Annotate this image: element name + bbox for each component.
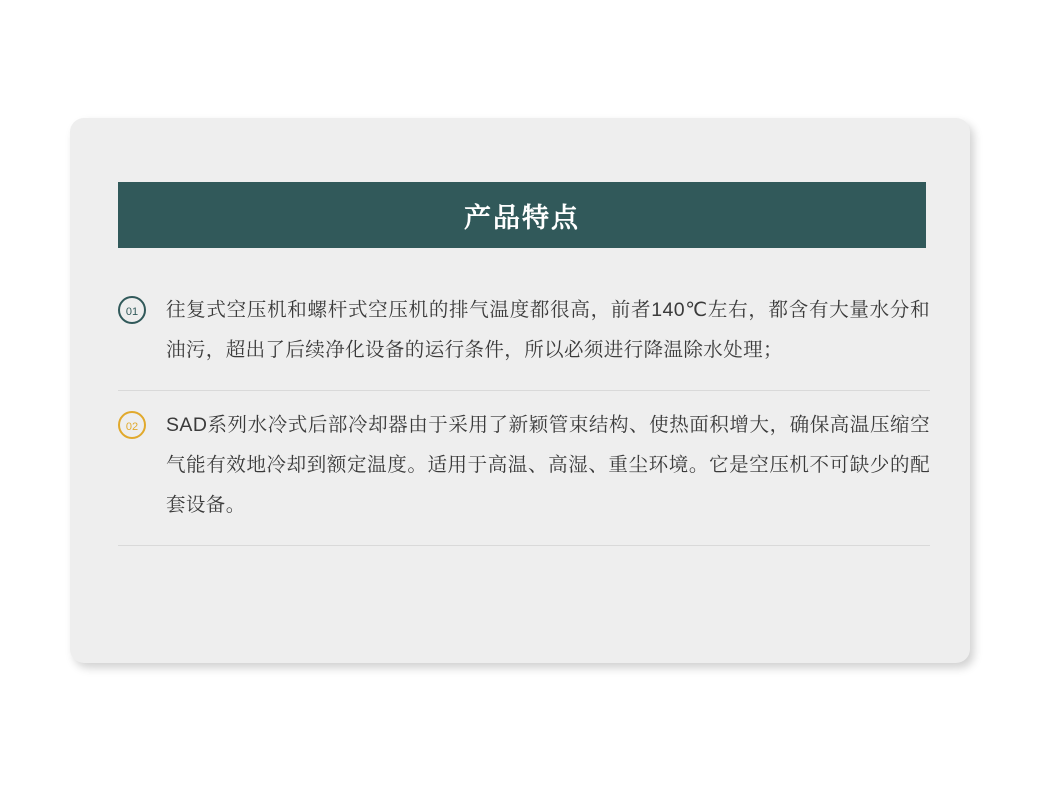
list-item	[118, 391, 930, 546]
page-title: 产品特点	[464, 202, 580, 233]
feature-text: 往复式空压机和螺杆式空压机的排气温度都很高，前者140℃左右，都含有大量水分和油污，超出了后续净化设备的运行条件，所以必须进行降温除水处理；	[166, 299, 930, 361]
feature-number-badge: 01	[118, 296, 146, 324]
feature-list	[118, 276, 930, 546]
card-title-bar	[118, 182, 926, 248]
feature-number-badge: 02	[118, 411, 146, 439]
list-item	[118, 276, 930, 391]
product-features-card	[70, 118, 970, 663]
feature-text: SAD系列水冷式后部冷却器由于采用了新颖管束结构、使热面积增大，确保高温压缩空气能有效地冷却到额定温度。适用于高温、高湿、重尘环境。它是空压机不可缺少的配套设备。	[166, 414, 930, 516]
